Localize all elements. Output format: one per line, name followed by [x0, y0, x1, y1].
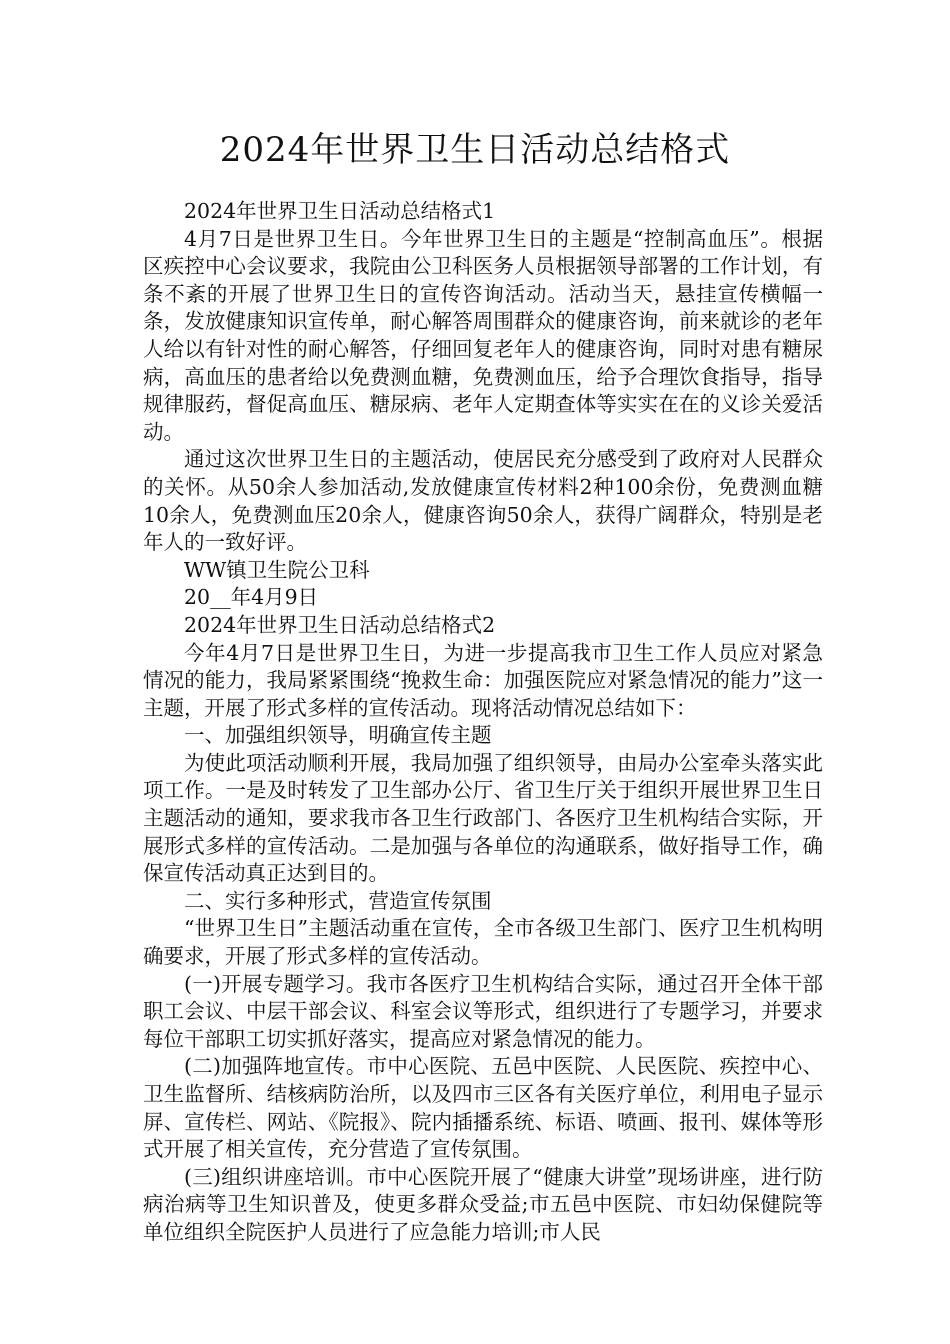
paragraph: 通过这次世界卫生日的主题活动，使居民充分感受到了政府对人民群众的关怀。从50余人参加活动,发放健康宣传材料2种100余份，免费测血糖10余人，免费测血压20余人，健康咨询50余人，获得广阔群众，特别是老年人的一致好评。: [143, 447, 823, 555]
document-body: [143, 198, 823, 1247]
paragraph: 为使此项活动顺利开展，我局加强了组织领导，由局办公室牵头落实此项工作。一是及时转发了卫生部办公厅、省卫生厅关于组织开展世界卫生日主题活动的通知，要求我市各卫生行政部门、各医疗卫生机构结合实际，开展形式多样的宣传活动。二是加强与各单位的沟通联系，做好指导工作，确保宣传活动真正达到目的。: [143, 750, 823, 886]
signature-date: 20__年4月9日: [184, 585, 319, 610]
paragraph: “世界卫生日”主题活动重在宣传，全市各级卫生部门、医疗卫生机构明确要求，开展了形式多样的宣传活动。: [143, 916, 823, 969]
paragraph: 今年4月7日是世界卫生日，为进一步提高我市卫生工作人员应对紧急情况的能力，我局紧紧围绕“挽救生命：加强医院应对紧急情况的能力”这一主题，开展了形式多样的宣传活动。现将活动情况总结如下：: [143, 640, 823, 720]
document-title: 2024年世界卫生日活动总结格式: [219, 130, 731, 170]
section-heading: 二、实行多种形式，营造宣传氛围: [184, 888, 492, 913]
signature-organization: WW镇卫生院公卫科: [184, 557, 370, 582]
paragraph-heading-2: 2024年世界卫生日活动总结格式2: [184, 612, 496, 637]
section-heading: 一、加强组织领导，明确宣传主题: [184, 723, 492, 748]
paragraph: (二)加强阵地宣传。市中心医院、五邑中医院、人民医院、疾控中心、卫生监督所、结核病防治所，以及四市三区各有关医疗单位，利用电子显示屏、宣传栏、网站、《院报》、院内插播系统、标语、喷画、报刊、媒体等形式开展了相关宣传，充分营造了宣传氛围。: [143, 1054, 823, 1162]
paragraph: (三)组织讲座培训。市中心医院开展了“健康大讲堂”现场讲座，进行防病治病等卫生知识普及，使更多群众受益;市五邑中医院、市妇幼保健院等单位组织全院医护人员进行了应急能力培训;市人民: [143, 1164, 823, 1244]
paragraph-heading-1: 2024年世界卫生日活动总结格式1: [184, 199, 496, 223]
paragraph: (一)开展专题学习。我市各医疗卫生机构结合实际，通过召开全体干部职工会议、中层干部会议、科室会议等形式，组织进行了专题学习，并要求每位干部职工切实抓好落实，提高应对紧急情况的能力。: [143, 971, 823, 1051]
paragraph: 4月7日是世界卫生日。今年世界卫生日的主题是“控制高血压”。根据区疾控中心会议要求，我院由公卫科医务人员根据领导部署的工作计划，有条不紊的开展了世界卫生日的宣传咨询活动。活动当天，悬挂宣传横幅一条，发放健康知识宣传单，耐心解答周围群众的健康咨询，前来就诊的老年人给以有针对性的耐心解答，仔细回复老年人的健康咨询，同时对患有糖尿病，高血压的患者给以免费测血糖，免费测血压，给予合理饮食指导，指导规律服药，督促高血压、糖尿病、老年人定期查体等实实在在的义诊关爱活动。: [143, 226, 823, 444]
